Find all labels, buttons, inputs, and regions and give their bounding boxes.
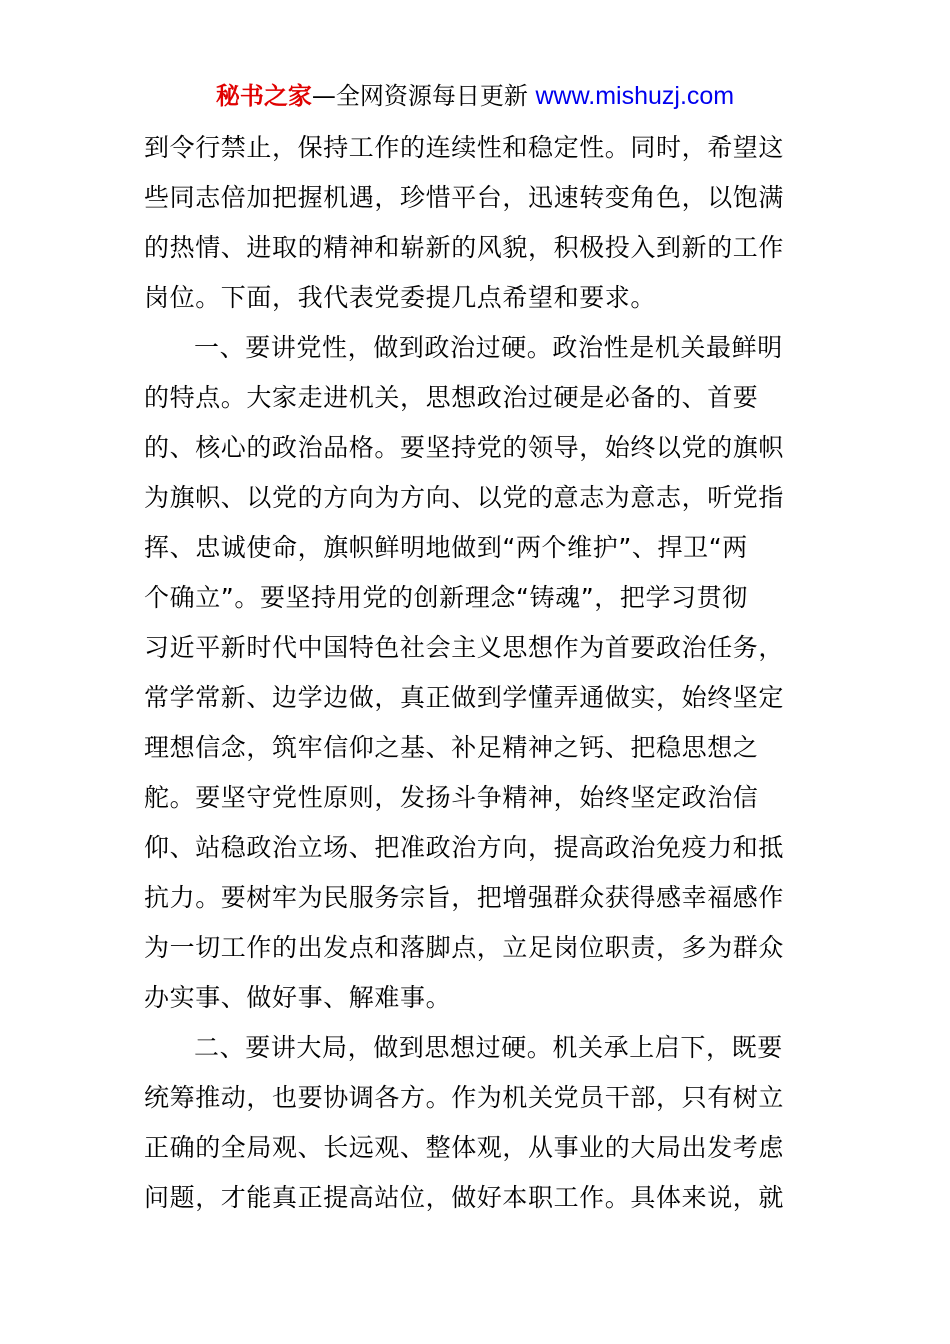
text-line: 舵。要坚守党性原则，发扬斗争精神，始终坚定政治信 (144, 783, 759, 812)
site-tagline: —全网资源每日更新 (311, 82, 528, 110)
text-line: 岗位。下面，我代表党委提几点希望和要求。 (144, 283, 657, 312)
text-line: 些同志倍加把握机遇，珍惜平台，迅速转变角色，以饱满 (144, 183, 785, 212)
text-line: 为一切工作的出发点和落脚点，立足岗位职责，多为群众 (144, 933, 785, 962)
document-body (144, 123, 809, 1223)
text-line: 正确的全局观、长远观、整体观，从事业的大局出发考虑 (144, 1133, 785, 1162)
text-line: 仰、站稳政治立场、把准政治方向，提高政治免疫力和抵 (144, 833, 785, 862)
site-brand: 秘书之家 (215, 82, 312, 110)
text-line: 的热情、进取的精神和崭新的风貌，积极投入到新的工作 (144, 233, 785, 262)
text-line: 习近平新时代中国特色社会主义思想作为首要政治任务， (144, 633, 785, 662)
paragraph-heading-line: 一、要讲党性，做到政治过硬。政治性是机关最鲜明 (194, 333, 783, 362)
text-line: 抗力。要树牢为民服务宗旨，把增强群众获得感幸福感作 (144, 883, 785, 912)
paragraph-heading-line: 二、要讲大局，做到思想过硬。机关承上启下，既要 (194, 1033, 783, 1062)
page-header (0, 80, 950, 112)
text-line: 为旗帜、以党的方向为方向、以党的意志为意志，听党指 (144, 483, 785, 512)
text-line: 挥、忠诚使命，旗帜鲜明地做到“两个维护”、捍卫“两 (144, 533, 748, 562)
text-line: 办实事、做好事、解难事。 (144, 983, 452, 1012)
text-line: 个确立”。要坚持用党的创新理念“铸魂”，把学习贯彻 (144, 583, 748, 612)
site-url-link[interactable]: www.mishuzj.com (535, 82, 735, 110)
text-line: 问题，才能真正提高站位，做好本职工作。具体来说，就 (144, 1183, 785, 1212)
text-line: 统筹推动，也要协调各方。作为机关党员干部，只有树立 (144, 1083, 785, 1112)
text-line: 到令行禁止，保持工作的连续性和稳定性。同时，希望这 (144, 133, 785, 162)
text-line: 的、核心的政治品格。要坚持党的领导，始终以党的旗帜 (144, 433, 785, 462)
text-line: 理想信念，筑牢信仰之基、补足精神之钙、把稳思想之 (144, 733, 759, 762)
text-line: 常学常新、边学边做，真正做到学懂弄通做实，始终坚定 (144, 683, 785, 712)
text-line: 的特点。大家走进机关，思想政治过硬是必备的、首要 (144, 383, 759, 412)
